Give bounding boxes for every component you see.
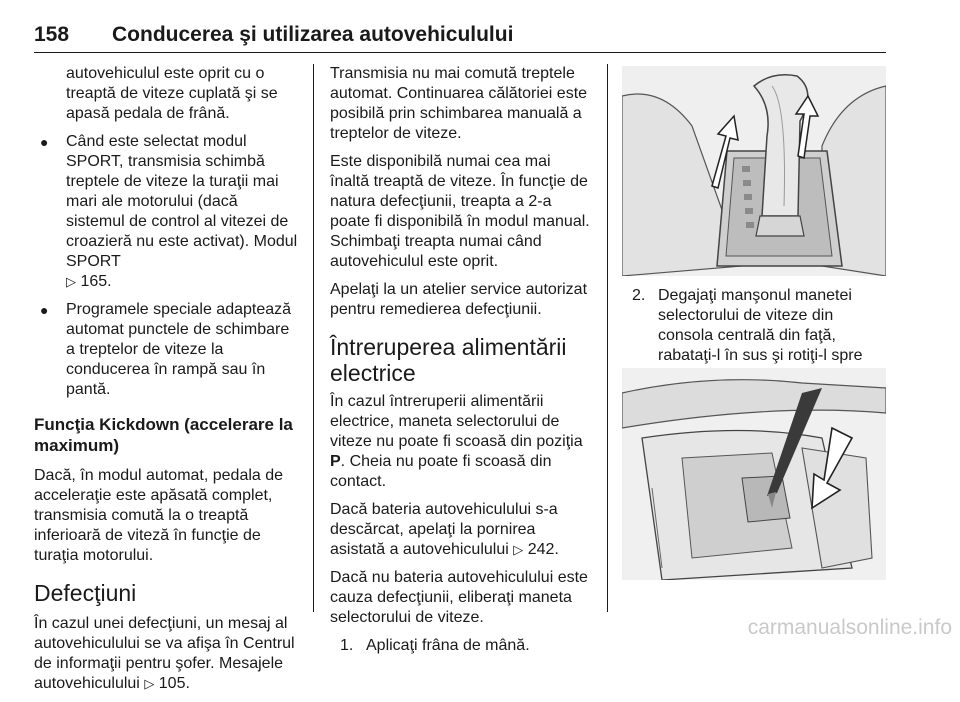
bullet-text: Când este selectat modul SPORT, transmisia schimbă treptele de viteze la turaţii mai mari ale motorului (dacă sistemul de control al vitezei de croazieră nu este activat). Modul SPORT (66, 133, 298, 270)
paragraph: Este disponibilă numai cea mai înaltă treaptă de viteze. În funcţie de natura defecţiunii, treapta a 2-a poate fi disponibilă în modul manual. Schimbaţi treapta numai când autovehiculul este oprit. (330, 153, 590, 270)
paragraph (330, 392, 594, 492)
column-divider (313, 64, 314, 612)
paragraph: Dacă, în modul automat, pedala de acceleraţie este apăsată complet, transmisia comută la o treaptă inferioară de viteză în funcţie de turaţia motorului. (34, 467, 284, 564)
paragraph-text: În cazul unei defecţiuni, un mesaj al autovehiculului se va afişa în Centrul de informaţii pentru şofer. Mesajele autovehiculului (34, 615, 295, 692)
paragraph-text: . Cheia nu poate fi scoasă din contact. (330, 453, 552, 490)
bullet-icon: ● (40, 134, 49, 150)
paragraph: Apelaţi la un atelier service autorizat pentru remedierea defecţiunii. (330, 281, 588, 318)
list-item (34, 132, 300, 292)
list-item (340, 636, 594, 656)
page-title: Conducerea şi utilizarea autovehiculului (112, 23, 514, 46)
page-number: 158 (34, 23, 70, 46)
step-number: 1. (340, 637, 354, 654)
position-letter: P (330, 453, 341, 470)
page-ref-icon: ▷ (144, 676, 155, 691)
column-1 (34, 64, 300, 702)
step-text: Aplicaţi frâna de mână. (366, 637, 530, 654)
page-ref[interactable]: 242. (527, 541, 559, 558)
bullet-text: Programele speciale adaptează automat punctele de schimbare a treptelor de viteze la conducerea în rampă sau în pantă. (66, 301, 292, 398)
section-heading: Funcţia Kickdown (accelerare la maximum) (34, 415, 293, 455)
step-number: 2. (632, 287, 646, 304)
column-divider (607, 64, 608, 612)
column-2 (330, 64, 594, 662)
paragraph-text: Dacă bateria autovehiculului s-a descărcat, apelaţi la pornirea asistată a autovehiculului (330, 501, 558, 558)
section-heading: Întreruperea alimentării electrice (330, 334, 567, 386)
step-text: Degajaţi manşonul manetei selectorului de viteze din consola centrală din faţă, rabataţi-l în sus şi rotiţi-l spre (658, 287, 863, 364)
paragraph: Transmisia nu mai comută treptele automat. Continuarea călătoriei este posibilă prin schimbarea manuală a treptelor de viteze. (330, 65, 588, 142)
list-item (34, 300, 300, 400)
paragraph (34, 614, 300, 694)
page-header (34, 22, 886, 53)
page-ref[interactable]: 105. (158, 675, 190, 692)
continued-paragraph: autovehiculul este oprit cu o treaptă de viteze cuplată şi se apasă pedala de frână. (66, 65, 278, 122)
watermark: carmanualsonline.info (747, 616, 952, 639)
paragraph (330, 500, 594, 560)
gear-lever-drawing (622, 66, 886, 276)
paragraph: Dacă nu bateria autovehiculului este cauza defecţiunii, eliberaţi maneta selectorului de viteze. (330, 569, 588, 626)
page-ref-icon: ▷ (513, 542, 524, 557)
bullet-icon: ● (40, 302, 49, 318)
console-removal-illustration (622, 368, 886, 580)
console-drawing (622, 368, 886, 580)
paragraph-text: În cazul întreruperii alimentării electrice, maneta selectorului de viteze nu poate fi scoasă din poziţia (330, 393, 583, 450)
section-heading: Defecţiuni (34, 580, 137, 606)
gear-selector-illustration (622, 66, 886, 276)
page-ref-icon: ▷ (66, 274, 76, 289)
page-ref[interactable]: 165. (80, 273, 112, 290)
